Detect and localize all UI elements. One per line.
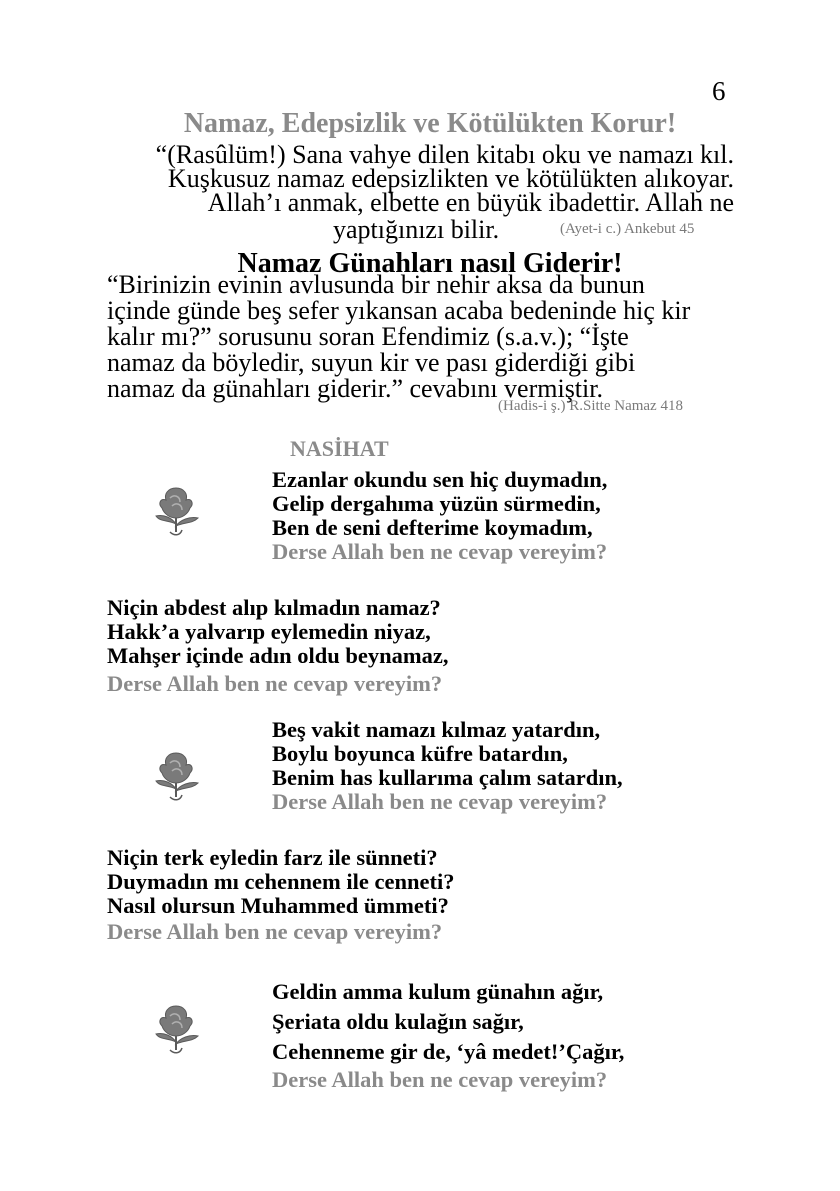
- rose-icon: [146, 998, 206, 1058]
- poem-line: Ezanlar okundu sen hiç duymadın,: [272, 467, 608, 492]
- section2-line: namaz da günahları giderir.” cevabını vermiştir.: [107, 374, 603, 403]
- poem-line: Hakk’a yalvarıp eylemedin niyaz,: [107, 619, 431, 644]
- poem-line: Benim has kullarıma çalım satardın,: [272, 765, 623, 790]
- poem-line: Duymadın mı cehennem ile cenneti?: [107, 869, 455, 894]
- poem-line: Ben de seni defterime koymadım,: [272, 515, 593, 540]
- poem-line: Nasıl olursun Muhammed ümmeti?: [107, 893, 449, 918]
- section2-line: kalır mı?” sorusunu soran Efendimiz (s.a.v.); “İşte: [107, 322, 629, 351]
- section1-line: yaptığınızı bilir.: [333, 215, 500, 244]
- poem-line: Niçin abdest alıp kılmadın namaz?: [107, 595, 441, 620]
- section2-line: içinde günde beş sefer yıkansan acaba bedeninde hiç kir: [107, 296, 691, 325]
- section1-line: “(Rasûlüm!) Sana vahye dilen kitabı oku ve namazı kıl.: [155, 140, 734, 169]
- poem-title: NASİHAT: [290, 436, 389, 461]
- poem-refrain: Derse Allah ben ne cevap vereyim?: [272, 789, 608, 814]
- poem-line: Geldin amma kulum günahın ağır,: [272, 979, 604, 1004]
- section1-source: (Ayet-i c.) Ankebut 45: [560, 221, 695, 237]
- rose-icon: [146, 745, 206, 805]
- poem-refrain: Derse Allah ben ne cevap vereyim?: [107, 919, 443, 944]
- section1-title: Namaz, Edepsizlik ve Kötülükten Korur!: [183, 108, 677, 139]
- poem-line: Cehenneme gir de, ‘yâ medet!’Çağır,: [272, 1039, 625, 1064]
- poem-line: Beş vakit namazı kılmaz yatardın,: [272, 717, 601, 742]
- poem-refrain: Derse Allah ben ne cevap vereyim?: [272, 539, 608, 564]
- poem-refrain: Derse Allah ben ne cevap vereyim?: [272, 1067, 608, 1092]
- section2-title: Namaz Günahları nasıl Giderir!: [237, 248, 623, 279]
- section2-source: (Hadis-i ş.) R.Sitte Namaz 418: [498, 398, 683, 414]
- rose-icon: [146, 480, 206, 540]
- section2-line: namaz da böyledir, suyun kir ve pası giderdiği gibi: [107, 348, 636, 377]
- poem-line: Gelip dergahıma yüzün sürmedin,: [272, 491, 601, 516]
- section1-line: Allah’ı anmak, elbette en büyük ibadettir. Allah ne: [207, 188, 734, 217]
- page-number: 6: [712, 76, 726, 106]
- poem-line: Boylu boyunca küfre batardın,: [272, 741, 568, 766]
- section1-line: Kuşkusuz namaz edepsizlikten ve kötülükten alıkoyar.: [167, 164, 734, 193]
- poem-line: Şeriata oldu kulağın sağır,: [272, 1009, 524, 1034]
- poem-line: Niçin terk eyledin farz ile sünneti?: [107, 845, 438, 870]
- section2-line: “Birinizin evinin avlusunda bir nehir aksa da bunun: [107, 270, 645, 299]
- poem-line: Mahşer içinde adın oldu beynamaz,: [107, 643, 449, 668]
- poem-refrain: Derse Allah ben ne cevap vereyim?: [107, 671, 443, 696]
